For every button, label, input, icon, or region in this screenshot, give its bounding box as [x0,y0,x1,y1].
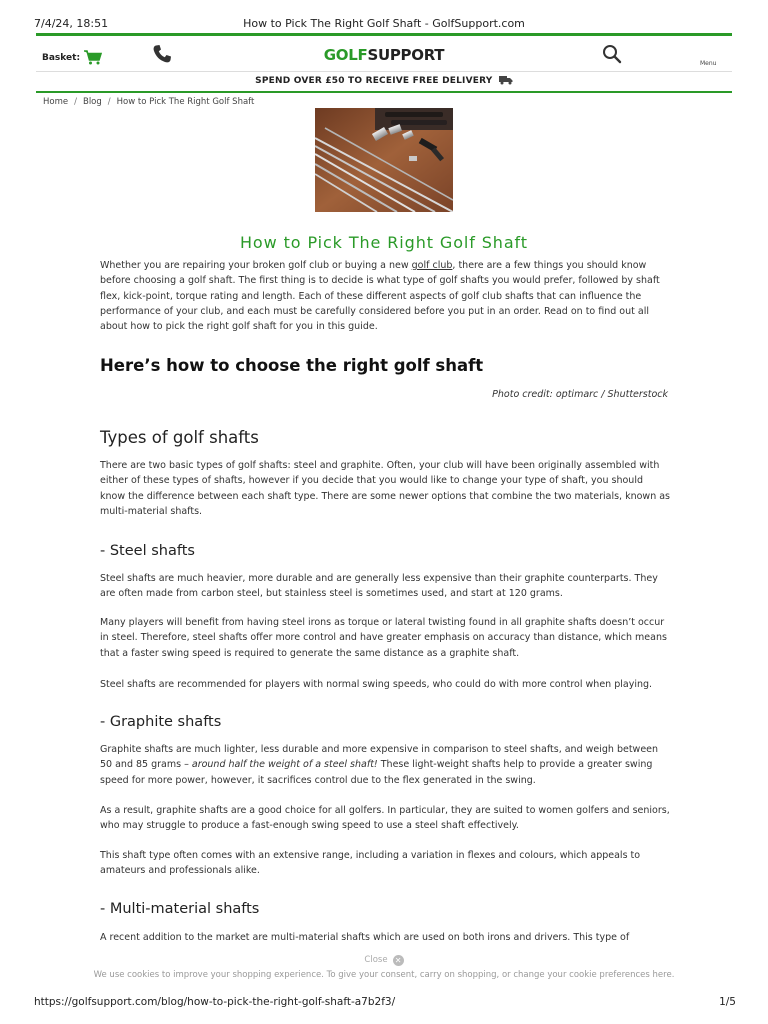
print-header [0,0,768,34]
menu-button[interactable]: Menu [700,60,717,67]
basket-label: Basket: [42,52,81,63]
logo-golf: GOLF [323,46,368,64]
close-icon[interactable]: ✕ [393,955,404,966]
section-heading-multi: - Multi-material shafts [100,901,260,917]
breadcrumb-blog[interactable]: Blog [82,97,102,107]
graphite-paragraph-2: As a result, graphite shafts are a good choice for all golfers. In particular, they are suited to women golfers and seniors, who may struggle to produce a fast-enough swing speed to use a steel shaft effectively. [100,805,670,832]
site-logo[interactable] [36,46,732,64]
types-paragraph: There are two basic types of golf shafts: steel and graphite. Often, your club will have been originally assembled with either of these types of shafts, however if you decide that you would like to change your type of shaft, you should know the difference between each shaft type. There are some newer options that combine the two materials, known as multi-material shafts. [100,460,671,517]
intro-text-after: , there are a few things you should know before choosing a golf shaft. The first thing is to decide is what type of golf shafts you would prefer, followed by shaft flex, kick-point, torque rating and length. Each of these different aspects of golf club shafts that can influence the performance of your club, and each must be carefully considered before you put in an order. Read on to find out all about how to pick the right golf shaft for you in this guide. [100,260,660,333]
breadcrumb-separator: / [107,97,111,107]
graphite-paragraph-3: This shaft type often comes with an extensive range, including a variation in flexes and colours, which appeals to amateurs and professionals alike. [100,850,641,877]
steel-paragraph-1: Steel shafts are much heavier, more durable and are generally less expensive than their graphite counterparts. They are often made from carbon steel, but stainless steel is sometimes used, and start at 120 grams. [100,573,658,600]
graphite-text-before: Graphite shafts are much lighter, less durable and more expensive in comparison to steel shafts, and weigh between 50 and 85 grams – [100,744,659,771]
steel-paragraph-3: Steel shafts are recommended for players with normal swing speeds, who could do with more control when playing. [100,679,653,690]
print-page-number: 1/5 [719,996,736,1008]
section-heading-graphite: - Graphite shafts [100,714,222,730]
search-button[interactable] [602,44,622,68]
hero-image [315,108,453,212]
article-subtitle: Here’s how to choose the right golf shaft [100,356,484,375]
article-title: How to Pick The Right Golf Shaft [240,233,528,252]
promo-text: SPEND OVER £50 TO RECEIVE FREE DELIVERY [255,76,493,86]
print-page-title: How to Pick The Right Golf Shaft - GolfSupport.com [243,17,525,30]
graphite-text-italic: around half the weight of a steel shaft! [191,759,378,771]
intro-text-before: Whether you are repairing your broken golf club or buying a new [100,260,412,271]
breadcrumb-separator: / [74,97,77,107]
section-heading-steel: - Steel shafts [100,543,195,559]
truck-icon [499,75,513,85]
search-icon [602,44,622,64]
print-datetime: 7/4/24, 18:51 [34,17,109,30]
graphite-text-after: These light-weight shafts help to provide a greater swing speed for more power, however, it sacrifices control due to the flex generated in the swing. [100,759,653,786]
cookie-close-button[interactable] [0,955,768,966]
breadcrumb-current: How to Pick The Right Golf Shaft [116,97,255,107]
breadcrumb-home[interactable]: Home [43,97,69,107]
intro-paragraph [100,258,670,334]
golf-club-link[interactable]: golf club [411,260,453,271]
photo-credit: Photo credit: optimarc / Shutterstock [492,389,668,400]
logo-support: SUPPORT [367,46,445,64]
promo-banner [36,71,732,93]
breadcrumb [43,97,254,107]
cookie-close-label: Close [364,955,388,965]
cookie-banner [0,955,768,987]
multi-paragraph-1: A recent addition to the market are multi-material shafts which are used on both irons and drivers. This type of [100,932,630,943]
graphite-paragraph-1 [100,742,670,788]
cookie-message[interactable]: We use cookies to improve your shopping experience. To give your consent, carry on shopping, or change your cookie preferences here. [93,970,675,980]
section-heading-types: Types of golf shafts [100,428,259,447]
steel-paragraph-2: Many players will benefit from having steel irons as torque or lateral twisting found in all graphite shafts doesn’t occur in steel. Therefore, steel shafts offer more control and have greater emphasis on accuracy than distance, which means that a faster swing speed is required to generate the same distance as a graphite shaft. [100,617,667,659]
print-url: https://golfsupport.com/blog/how-to-pick-the-right-golf-shaft-a7b2f3/ [34,996,396,1008]
